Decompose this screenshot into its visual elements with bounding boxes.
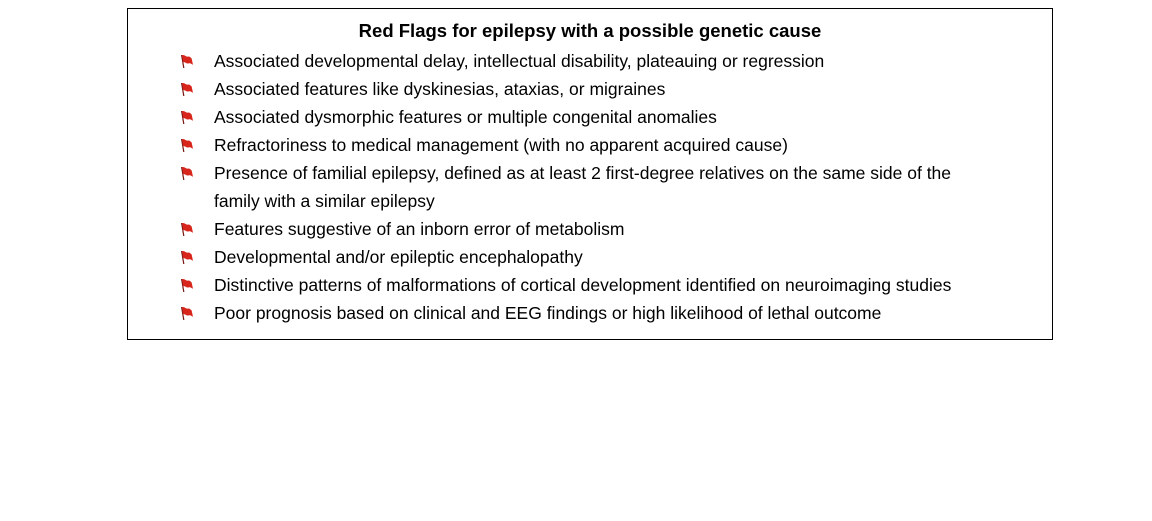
list-item (178, 215, 1038, 243)
red-flag-icon (178, 277, 194, 293)
list-item-text-line: Associated dysmorphic features or multiple congenital anomalies (214, 107, 717, 127)
red-flag-icon (178, 305, 194, 321)
red-flags-box (127, 8, 1053, 340)
list-item (178, 243, 1038, 271)
list-item-text-line: Refractoriness to medical management (with no apparent acquired cause) (214, 135, 788, 155)
list-item-text-line: Features suggestive of an inborn error of metabolism (214, 219, 625, 239)
red-flag-icon (178, 53, 194, 69)
list-item-text-line: Developmental and/or epileptic encephalopathy (214, 247, 583, 267)
red-flag-icon (178, 137, 194, 153)
list-item-text-line: Presence of familial epilepsy, defined as at least 2 first-degree relatives on the same side of the (214, 163, 952, 183)
list-item-text-line: Distinctive patterns of malformations of cortical development identified on neuroimaging studies (214, 275, 952, 295)
list-item (178, 271, 1038, 299)
list-item (178, 47, 1038, 75)
list-item-text-line: Associated developmental delay, intellectual disability, plateauing or regression (214, 51, 825, 71)
red-flag-icon (178, 109, 194, 125)
list-item-text-line: Poor prognosis based on clinical and EEG findings or high likelihood of lethal outcome (214, 303, 882, 323)
list-item (178, 103, 1038, 131)
list-item (178, 131, 1038, 159)
red-flag-icon (178, 165, 194, 181)
red-flag-icon (178, 249, 194, 265)
list-item-text-line: family with a similar epilepsy (214, 191, 435, 211)
red-flags-list (178, 47, 1038, 327)
list-item-text-line: Associated features like dyskinesias, ataxias, or migraines (214, 79, 666, 99)
red-flag-icon (178, 221, 194, 237)
list-item (178, 299, 1038, 327)
list-item (178, 75, 1038, 103)
red-flag-icon (178, 81, 194, 97)
list-item (178, 159, 1038, 215)
box-title: Red Flags for epilepsy with a possible genetic cause (358, 20, 822, 41)
